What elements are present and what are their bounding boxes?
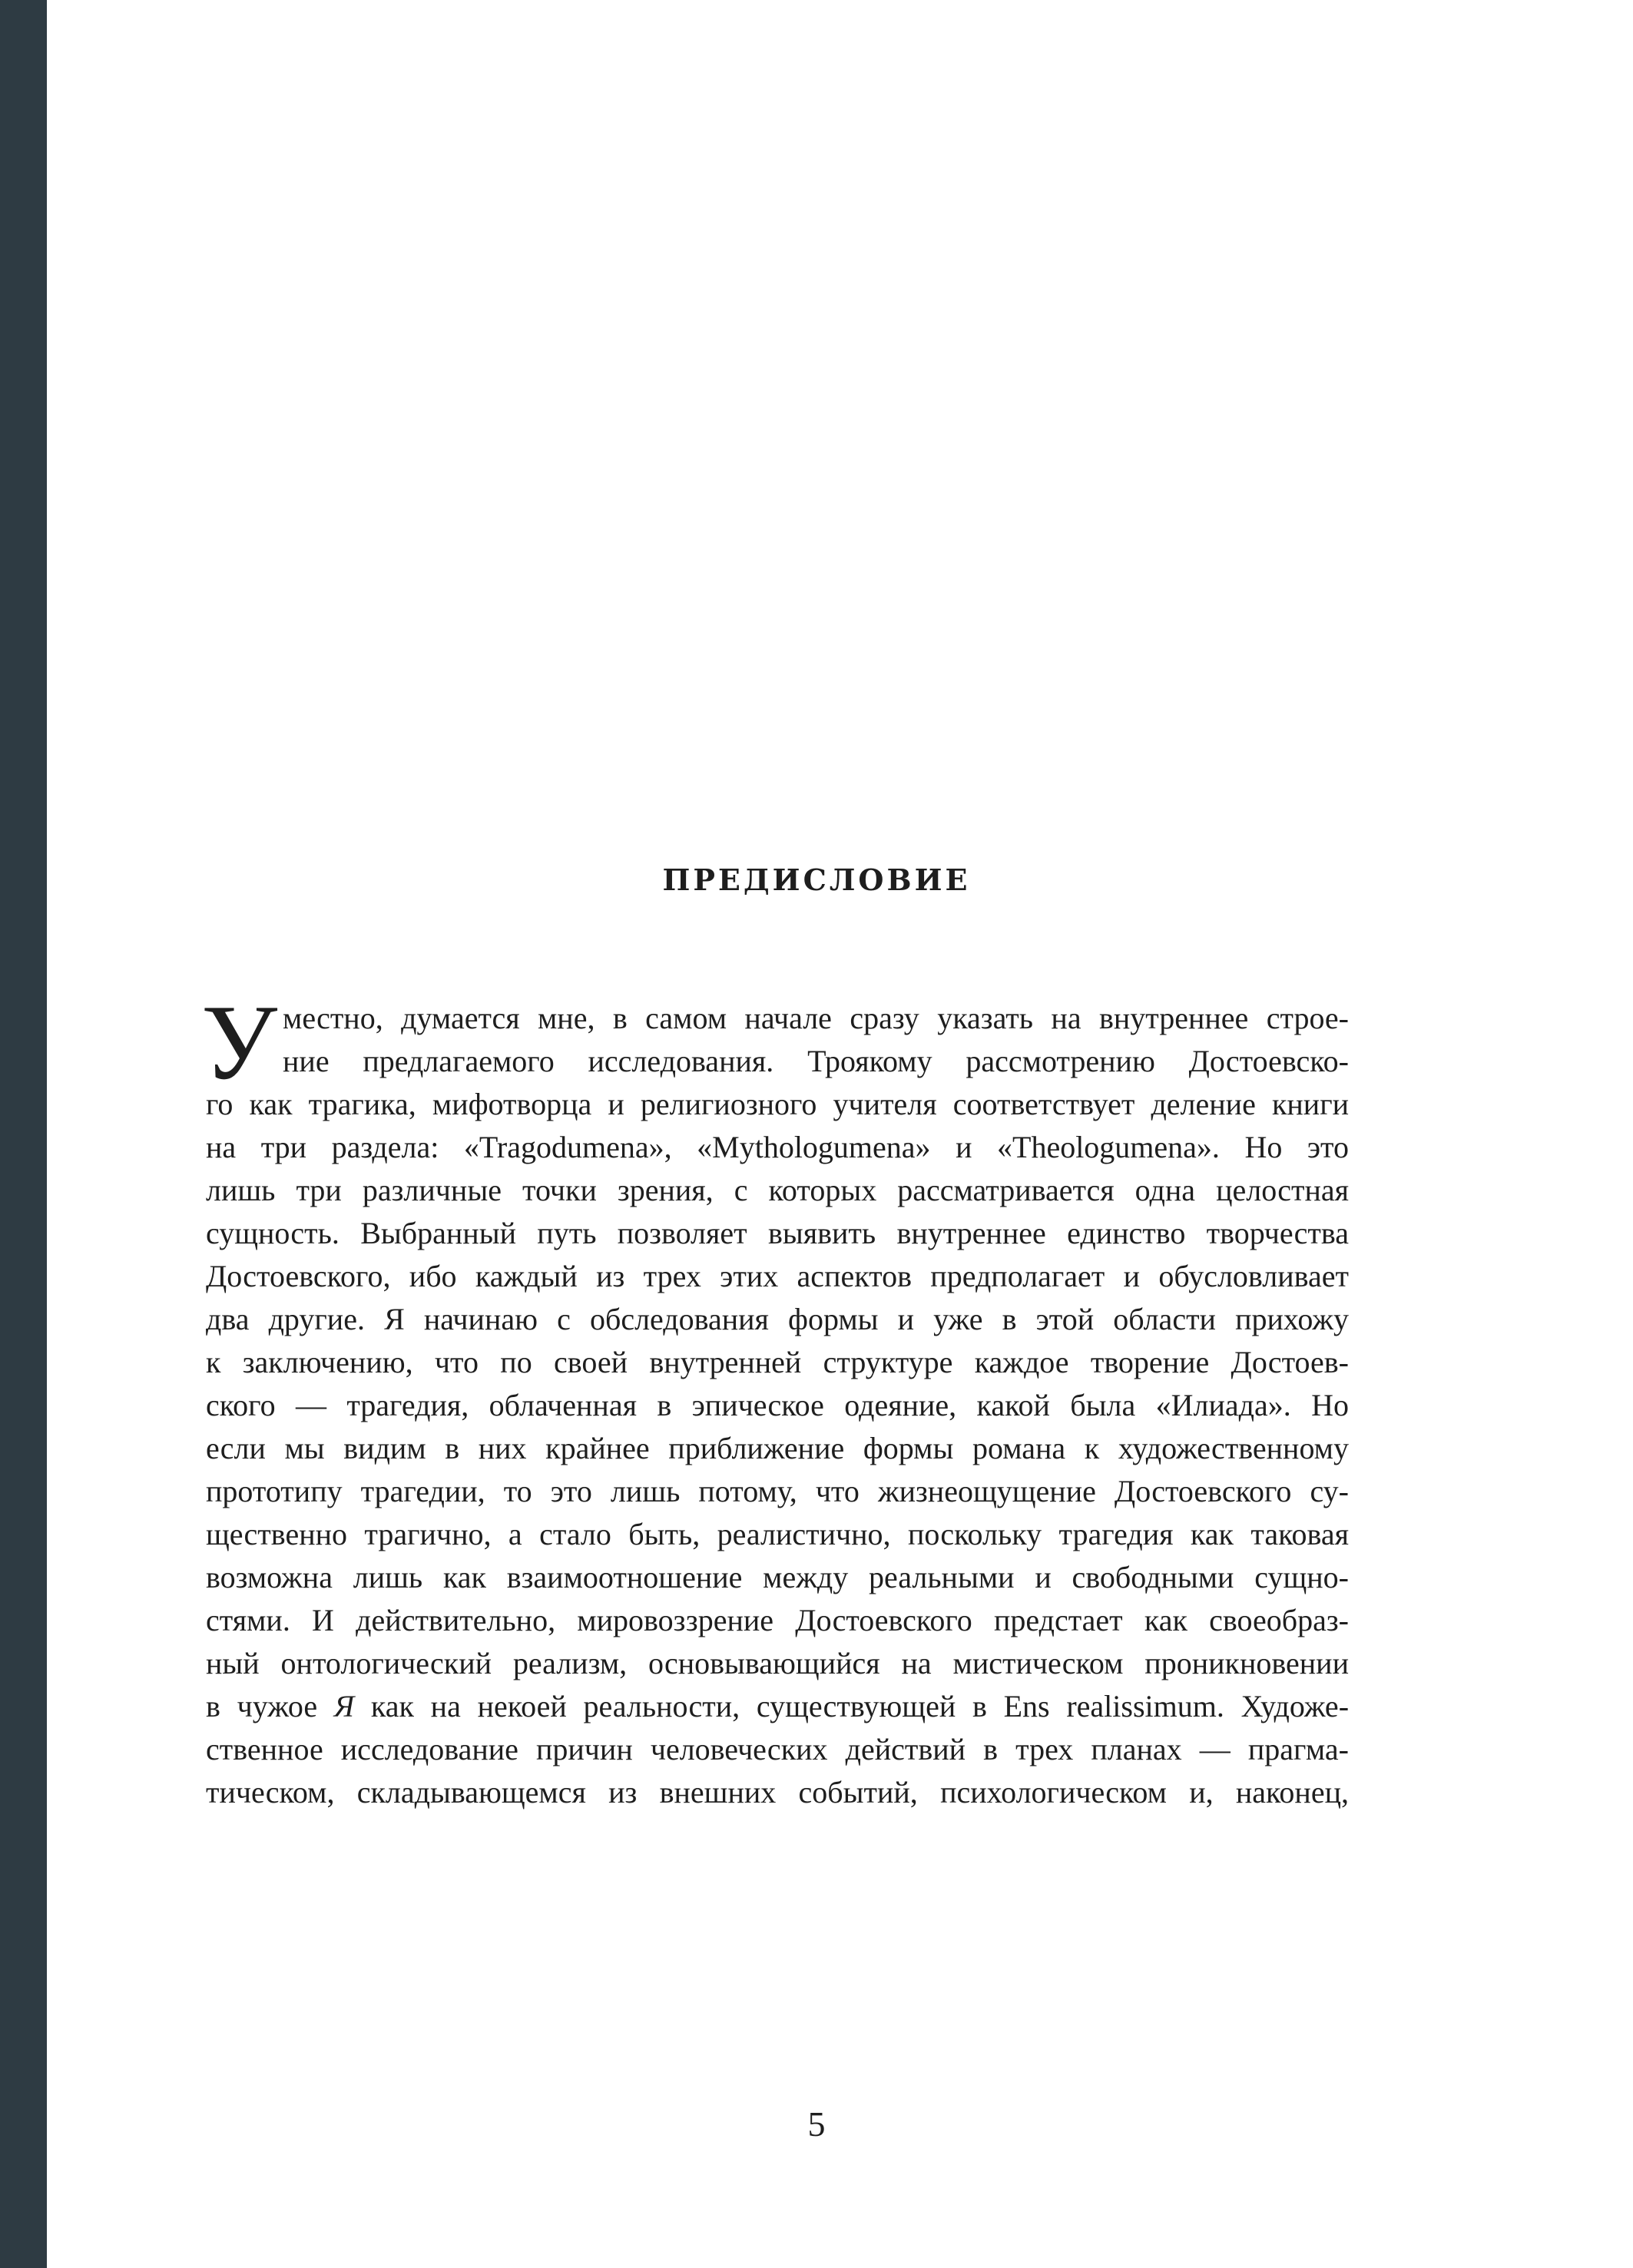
- drop-cap: У: [201, 983, 278, 1102]
- text-line: стями. И действительно, мировоззрение Достоевского предстает как своеобраз-: [206, 1603, 1349, 1637]
- text-segment: в чужое: [206, 1689, 334, 1723]
- text-line: сущность. Выбранный путь позволяет выявить внутреннее единство творчества: [206, 1216, 1349, 1250]
- text-segment: как на некоей реальности, существующей в Ens realissimum. Художе-: [370, 1689, 1350, 1723]
- body-text: [201, 983, 1350, 1814]
- italic-word: Я: [333, 1689, 355, 1723]
- text-line: местно, думается мне, в самом начале сразу указать на внутреннее строе-: [283, 1001, 1349, 1035]
- text-line: го как трагика, мифотворца и религиозного учителя соответствует деление книги: [206, 1087, 1349, 1121]
- text-line: прототипу трагедии, то это лишь потому, что жизнеощущение Достоевского су-: [206, 1474, 1349, 1508]
- text-line: щественно трагично, а стало быть, реалистично, поскольку трагедия как таковая: [206, 1517, 1349, 1551]
- text-line: ный онтологический реализм, основывающийся на мистическом проникновении: [206, 1646, 1349, 1680]
- text-line: возможна лишь как взаимоотношение между реальными и свободными сущно-: [206, 1560, 1349, 1594]
- text-line: два другие. Я начинаю с обследования формы и уже в этой области прихожу: [206, 1302, 1349, 1336]
- text-line: Достоевского, ибо каждый из трех этих аспектов предполагает и обусловливает: [206, 1259, 1349, 1293]
- text-line: тическом, складывающемся из внешних событий, психологическом и, наконец,: [206, 1775, 1349, 1809]
- page-number: 5: [807, 2104, 826, 2144]
- text-line: лишь три различные точки зрения, с которых рассматривается одна целостная: [206, 1173, 1349, 1207]
- text-line: если мы видим в них крайнее приближение формы романа к художественному: [206, 1431, 1349, 1465]
- chapter-title: ПРЕДИСЛОВИЕ: [662, 863, 971, 897]
- book-spine-edge: [0, 0, 47, 2268]
- text-line: ского — трагедия, облаченная в эпическое одеяние, какой была «Илиада». Но: [206, 1388, 1349, 1422]
- text-line: на три раздела: «Tragodumena», «Mythologumena» и «Theologumena». Но это: [206, 1130, 1349, 1164]
- text-line: ственное исследование причин человеческих действий в трех планах — прагма-: [206, 1732, 1349, 1766]
- text-line: к заключению, что по своей внутренней структуре каждое творение Достоев-: [206, 1345, 1349, 1379]
- text-line: ние предлагаемого исследования. Троякому рассмотрению Достоевско-: [283, 1044, 1349, 1078]
- text-line-with-italic: [206, 1685, 1349, 1728]
